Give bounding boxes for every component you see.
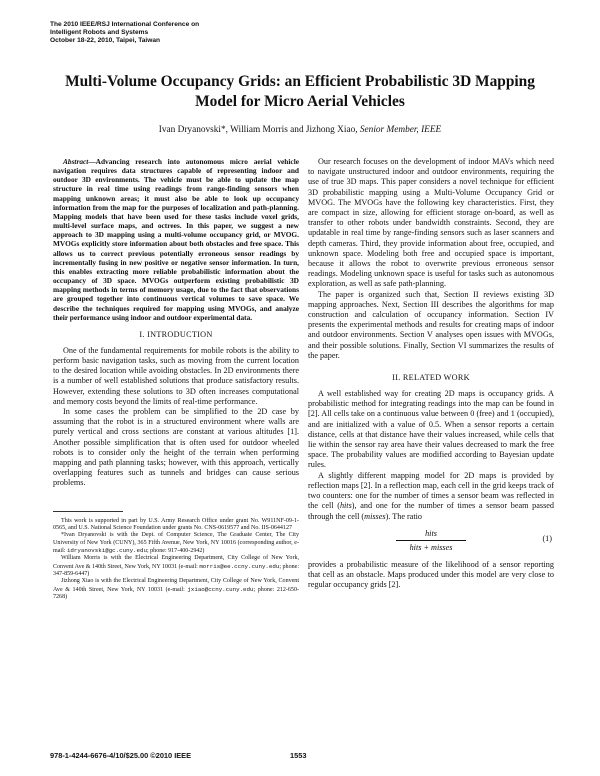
related-work-paragraph: A well established way for creating 2D maps is occupancy grids. A probabilistic method for integrating readings into the map can be found in [2]. All cells take on a continuous value between 0 (free) and 1 (occupied), and are initialized with a value of 0.5. When a sensor reports a certain distance, cells at that distance have their values increased, while cells that lie within the sensor ray area have their values decreased to mark the free space. The probability values are modified according to Bayesian update rules. <box>308 389 554 470</box>
footer-isbn: 978-1-4244-6676-4/10/$25.00 ©2010 IEEE <box>50 751 192 760</box>
intro-paragraph: In some cases the problem can be simplified to the 2D case by assuming that the robot is in a structured environment where walls are purely vertical and cross sections are constant at various altitudes [1]. Another possible simplification that is often used for outdoor wheeled robots is to consider only the height of the terrain when performing mapping and path planning tasks; however, with this approach, vertically overlapping features such as tunnels and bridges can cause serious problems. <box>53 407 299 488</box>
footnote-william <box>53 555 299 578</box>
body-paragraph: The paper is organized such that, Section II reviews existing 3D mapping approaches. Next, Section III describes the algorithms for map construction and calculation of occupancy information. Section IV presents the experimental methods and results for creating maps of indoor and outdoor environments. Section V analyses open issues with MVOGs, and their possible solutions. Finally, Section VI summarizes the results of the paper. <box>308 289 554 360</box>
equation-denominator: hits + misses <box>409 542 453 552</box>
abstract-text: —Advancing research into autonomous micro aerial vehicle navigation requires data structures capable of representing indoor and outdoor 3D environments. The vehicle must be able to update the map structure in real time using readings from range-finding sensors when mapping unknown areas; it must also be able to look up occupancy information from the map for the purposes of localization and path-planning. Mapping models that have been used for these tasks include voxel grids, multi-level surface maps, and octrees. In this paper, we suggest a new approach to 3D mapping using a multi-volume occupancy grid, or MVOG. MVOGs explicitly store information about both obstacles and free space. This allows us to correct previous potentially erroneous sensor readings by incrementally fusing in new positive or negative sensor information. In turn, this enables extracting more reliable probabilistic information about the occupancy of 3D space. MVOGs outperform existing probabilistic 3D mapping methods in terms of memory usage, due to the fact that observations are grouped together into continuous vertical volumes to save space. We describe the techniques required for mapping using MVOGs, and analyze their performance using indoor and outdoor experimental data. <box>53 157 299 322</box>
footnote-jizhong <box>53 578 299 601</box>
title-line: Multi-Volume Occupancy Grids: an Efficient Probabilistic 3D Mapping <box>65 73 535 90</box>
page-number: 1553 <box>290 751 307 760</box>
conference-line: The 2010 IEEE/RSJ International Conference on <box>50 21 200 28</box>
text-run: A slightly different mapping model for 2D maps is provided by reflection maps [2]. In a reflection map, each cell in the grid keeps track of two counters: one for the number of times a sensor beam was reflected in the cell ( <box>308 470 554 511</box>
right-column <box>308 157 554 590</box>
conference-line: Intelligent Robots and Systems <box>50 29 149 36</box>
author-role: Senior Member, IEEE <box>359 125 442 135</box>
section-heading-introduction: I. INTRODUCTION <box>139 329 213 339</box>
equation-number: (1) <box>542 533 552 543</box>
equation-1 <box>308 526 554 556</box>
footnote-text: William Morris is with the Electrical Engineering Department, City College of New York, Convent Ave & 140th Street, New York, NY 10031 (e-mail: <box>53 555 299 570</box>
related-work-paragraph: provides a probabilistic measure of the likelihood of a sensor reporting that cell as an obstacle. Maps produced under this model are very close to regular occupancy grids [2]. <box>308 559 554 590</box>
text-run: ). The ratio <box>385 511 423 521</box>
abstract-label: Abstract <box>63 157 89 166</box>
fraction-bar <box>396 540 466 541</box>
email-link[interactable]: idryanovski@gc.cuny.edu <box>66 547 147 555</box>
intro-paragraph: One of the fundamental requirements for mobile robots is the ability to perform basic navigation tasks, such as moving from the current location to the desired location while avoiding obstacles. In 2D environments there is a number of well established solutions that produce satisfactory results. However, extending these solutions to 3D often increases computational and memory costs beyond the limits of real-time performance. <box>53 345 299 406</box>
equation-fraction <box>396 528 466 553</box>
variable-hits: hits <box>339 501 352 511</box>
abstract <box>53 157 299 322</box>
footnote-text: *Ivan Dryanovski is with the Dept. of Computer Science, The Graduate Center, The City University of New York (CUNY), 365 Fifth Avenue, New York, NY 10016 (corresponding author, e-mail: <box>53 532 299 555</box>
email-link[interactable]: morris@ee.ccny.cuny.edu <box>199 562 280 570</box>
author-names: Ivan Dryanovski*, William Morris and Jizhong Xiao, <box>158 125 358 135</box>
footnote-phone: ; phone: 347-859-6447) <box>53 563 299 578</box>
left-column <box>53 157 299 601</box>
footnote-rule <box>53 511 123 512</box>
footnote-support: This work is supported in part by U.S. Army Research Office under grant No. W911NF-09-1-0565, and U.S. National Science Foundation under grants No. CNS-0619577 and No. IIS-0644127 <box>53 517 299 531</box>
conference-header <box>50 21 310 45</box>
footnote-phone: ; phone: 212-650-7268) <box>53 586 299 601</box>
author-line <box>40 124 560 136</box>
related-work-paragraph <box>308 471 554 522</box>
variable-misses: misses <box>364 511 386 521</box>
footnote-text: Jizhong Xiao is with the Electrical Engineering Department, City College of New York, Convent Ave & 140th Street, New York, NY 10031 (e-mail: <box>53 578 299 593</box>
footnote-phone: ; phone: 917-400-2942) <box>146 548 205 555</box>
conference-line: October 18-22, 2010, Taipei, Taiwan <box>50 37 161 44</box>
section-heading-related-work: II. RELATED WORK <box>392 373 470 383</box>
email-link[interactable]: jxiao@ccny.cuny.edu <box>187 585 254 593</box>
text-run: ), and one for the number of times a sensor beam passed through the cell ( <box>308 501 555 521</box>
body-paragraph: Our research focuses on the development of indoor MAVs which need to navigate unstructured indoor and outdoor environments, requiring the use of true 3D maps. This paper considers a novel technique for efficient 3D probabilistic mapping using a Multi-Volume Occupancy Grid or MVOG. The MVOGs have the following key characteristics. First, they are compact in size, allowing for efficient storage on-board, as well as transfer to other robots under bandwidth constraints. Second, they are updatable in real time by range-finding sensors such as laser scanners and depth cameras. Third, they provide information about free, occupied, and unknown space. Modeling both free and occupied space is important, because it allows the robot to overwrite previous erroneous sensor readings. Modeling unknown space is useful for tasks such as autonomous exploration, as well as safe path-planning. <box>308 157 554 289</box>
footnote-ivan <box>53 532 299 555</box>
paper-title <box>40 72 560 112</box>
title-line: Model for Micro Aerial Vehicles <box>195 93 405 110</box>
equation-numerator: hits <box>425 528 437 538</box>
